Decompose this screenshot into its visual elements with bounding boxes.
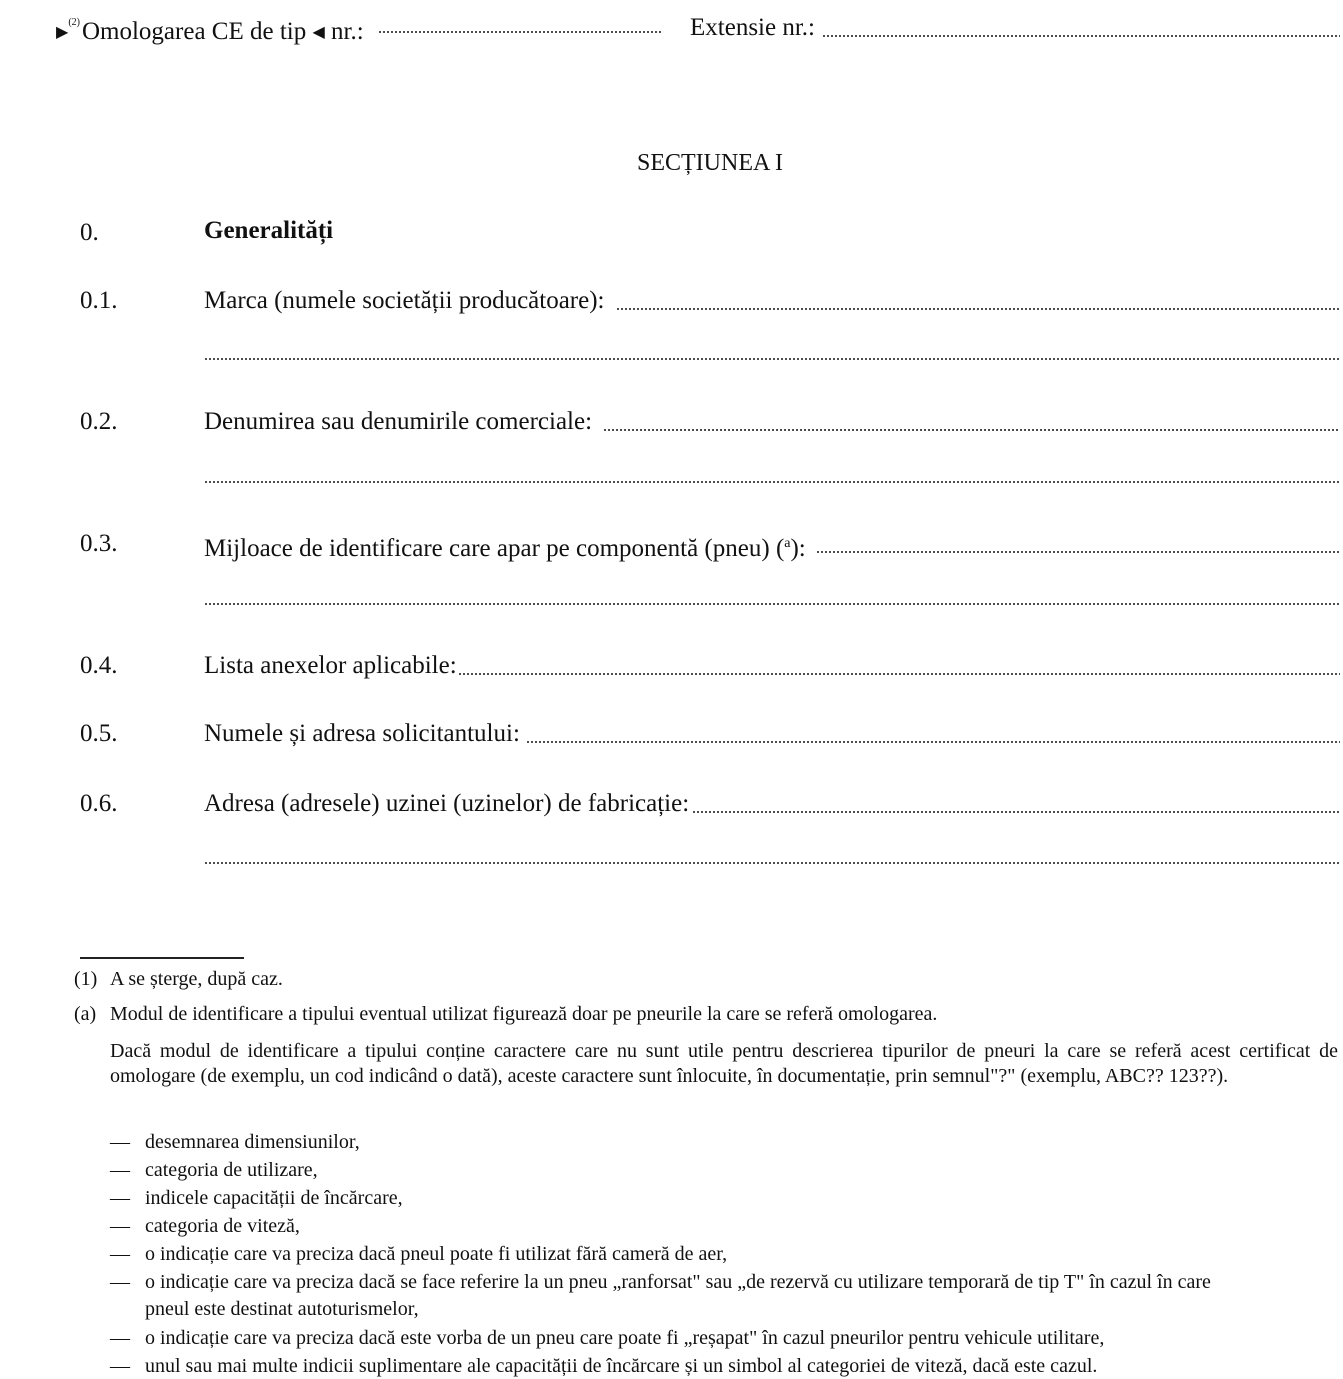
item-number: 0.3. [80,530,118,557]
item-label-solicitant: Numele și adresa solicitantului: [204,720,520,747]
mijloace-label-text: Mijloace de identificare care apar pe componentă (pneu) [204,535,770,562]
amendment-ref: (2) [68,17,80,28]
anexe-field[interactable] [458,673,1340,675]
item-heading-generalitati: Generalități [204,217,334,244]
list-dash: — [110,1243,130,1265]
marca-field[interactable] [616,308,1340,310]
list-dash: — [110,1187,130,1209]
item-number: 0.4. [80,652,118,679]
note-paren-close: ): [790,535,806,562]
approval-nr-field[interactable] [378,31,662,33]
uzina-field[interactable] [692,811,1340,813]
list-dash: — [110,1355,130,1377]
amendment-end-marker: ◀ [312,24,325,42]
list-item: o indicație care va preciza dacă pneul poate fi utilizat fără cameră de aer, [145,1243,728,1265]
list-dash: — [110,1271,130,1293]
list-item-continuation: pneul este destinat autoturismelor, [145,1298,419,1320]
denumirea-field-line-2[interactable] [204,481,1340,483]
item-label-anexe: Lista anexelor aplicabile: [204,652,457,679]
list-item: o indicație care va preciza dacă este vorba de un pneu care poate fi „reșapat" în cazul pneurilor pentru vehicule utilitare, [145,1327,1105,1349]
item-number: 0. [80,219,99,246]
footnote-a-paragraph: Dacă modul de identificare a tipului conține caractere care nu sunt utile pentru descrierea tipurilor de pneuri la care se referă acest certificat de omologare (de exemplu, un cod indicând o dată), aceste caractere sunt înlocuite, în documentație, prin semnul"?" (exemplu, ABC?? 123??). [110,1040,1338,1087]
list-item: categoria de utilizare, [145,1159,318,1181]
item-number: 0.1. [80,287,118,314]
item-label-denumirea: Denumirea sau denumirile comerciale: [204,408,593,435]
list-item: o indicație care va preciza dacă se face referire la un pneu „ranforsat" sau „de rezervă cu utilizare temporară de tip T" în cazul în care [145,1271,1211,1293]
item-label-mijloace [204,529,806,564]
item-number: 0.6. [80,790,118,817]
approval-label: Omologarea CE de tip [81,18,307,45]
list-item: unul sau mai multe indicii suplimentare ale capacității de încărcare și un simbol al categoriei de viteză, dacă este cazul. [145,1355,1098,1377]
approval-header [56,8,364,48]
mijloace-field-line-2[interactable] [204,603,1340,605]
amendment-start-marker: ▶ [56,24,69,42]
solicitant-field[interactable] [526,741,1340,743]
footnote-a-mark: (a) [74,1003,97,1025]
note-paren: ( [775,535,785,562]
extension-label: Extensie nr.: [690,14,815,41]
note-ref-a: a [784,536,791,551]
footnote-1-text: A se șterge, după caz. [110,968,283,990]
list-item: categoria de viteză, [145,1215,300,1237]
list-item: desemnarea dimensiunilor, [145,1131,360,1153]
item-label-marca: Marca (numele societății producătoare): [204,287,605,314]
section-title: SECȚIUNEA I [637,150,783,176]
list-dash: — [110,1159,130,1181]
uzina-field-line-2[interactable] [204,862,1340,864]
denumirea-field[interactable] [603,429,1340,431]
mijloace-field[interactable] [816,551,1340,553]
footnote-a-text: Modul de identificare a tipului eventual utilizat figurează doar pe pneurile la care se referă omologarea. [110,1003,938,1025]
footnote-1-mark: (1) [74,968,98,990]
marca-field-line-2[interactable] [204,358,1340,360]
extension-nr-field[interactable] [822,35,1340,37]
footnote-separator [80,957,244,959]
list-dash: — [110,1215,130,1237]
item-label-uzina: Adresa (adresele) uzinei (uzinelor) de fabricație: [204,790,690,817]
approval-nr-label: nr.: [331,18,364,45]
list-dash: — [110,1131,130,1153]
list-item: indicele capacității de încărcare, [145,1187,403,1209]
list-dash: — [110,1327,130,1349]
item-number: 0.2. [80,408,118,435]
item-number: 0.5. [80,720,118,747]
